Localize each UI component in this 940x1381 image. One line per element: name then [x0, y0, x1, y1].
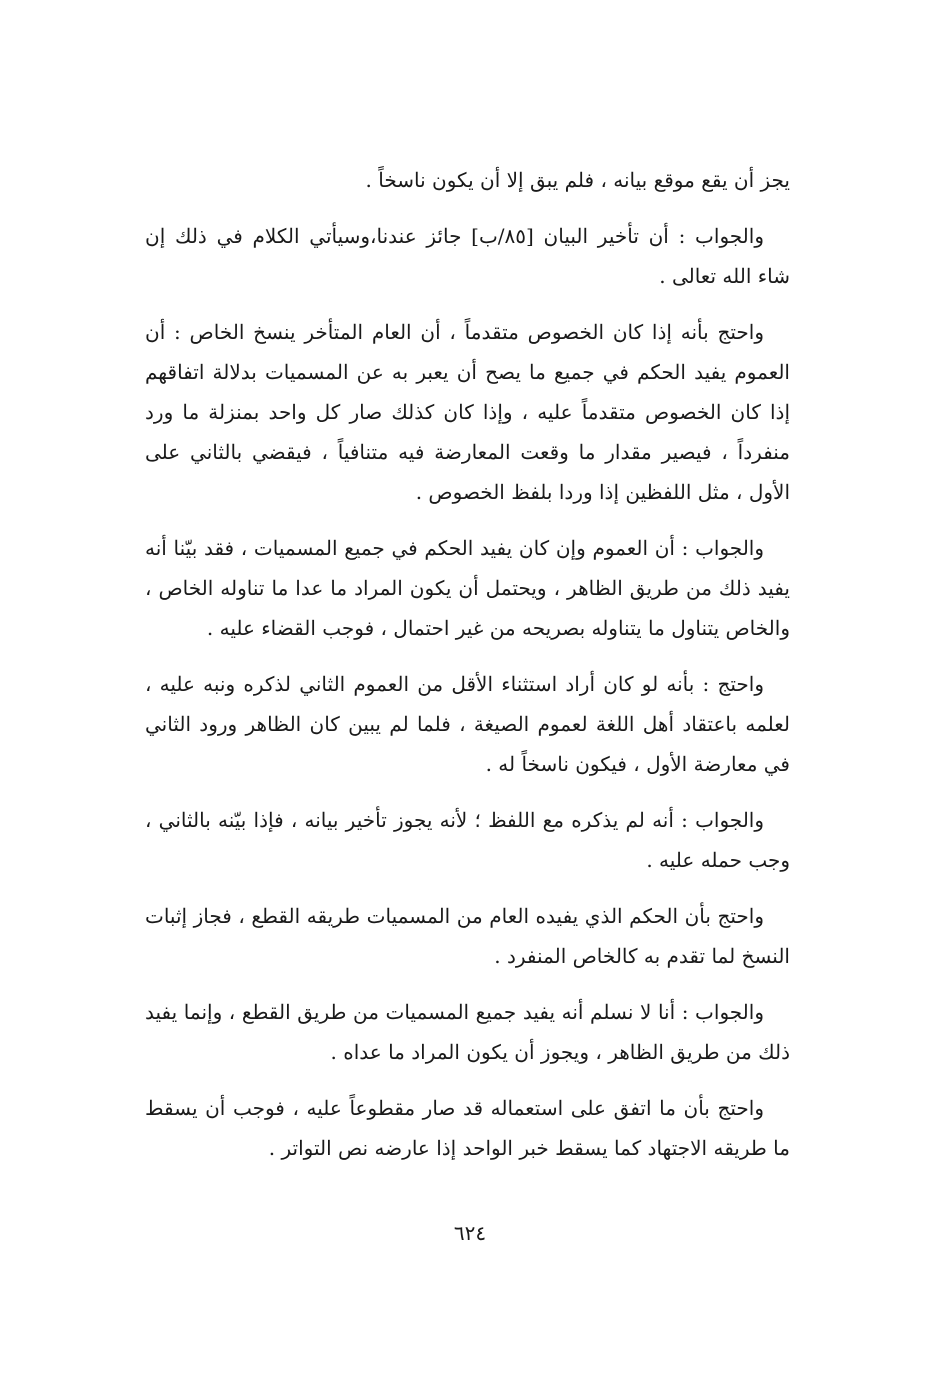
paragraph-8: والجواب : أنا لا نسلم أنه يفيد جميع المسميات من طريق القطع ، وإنما يفيد ذلك من طريق الظاهر ، ويجوز أن يكون المراد ما عداه . — [145, 1000, 790, 1064]
paragraph-4: والجواب : أن العموم وإن كان يفيد الحكم في جميع المسميات ، فقد بيّنا أنه يفيد ذلك من طريق الظاهر ، ويحتمل أن يكون المراد ما عدا ما تناوله الخاص ، والخاص يتناول ما يتناوله بصريحه من غير احتمال ، فوجب القضاء عليه . — [145, 536, 790, 640]
paragraph-7: واحتج بأن الحكم الذي يفيده العام من المسميات طريقه القطع ، فجاز إثبات النسخ لما تقدم به كالخاص المنفرد . — [145, 904, 790, 968]
body-text — [145, 160, 790, 1184]
paragraph-3: واحتج بأنه إذا كان الخصوص متقدماً ، أن العام المتأخر ينسخ الخاص : أن العموم يفيد الحكم في جميع ما يصح أن يعبر به عن المسميات بدلالة اتفاقهم إذا كان الخصوص متقدماً عليه ، وإذا كان كذلك صار كل واحد بمنزلة ما ورد منفرداً ، فيصير مقدار ما وقعت المعارضة فيه متنافياً ، فيقضي بالثاني على الأول ، مثل اللفظين إذا وردا بلفظ الخصوص . — [145, 320, 790, 504]
paragraph-5: واحتج : بأنه لو كان أراد استثناء الأقل من العموم الثاني لذكره ونبه عليه ، لعلمه باعتقاد أهل اللغة لعموم الصيغة ، فلما لم يبين كان الظاهر ورود الثاني في معارضة الأول ، فيكون ناسخاً له . — [145, 672, 790, 776]
paragraph-9: واحتج بأن ما اتفق على استعماله قد صار مقطوعاً عليه ، فوجب أن يسقط ما طريقه الاجتهاد كما يسقط خبر الواحد إذا عارضه نص التواتر . — [145, 1096, 790, 1160]
page-number: ٦٢٤ — [453, 1221, 487, 1245]
paragraph-2: والجواب : أن تأخير البيان [٨٥/ب] جائز عندنا،وسيأتي الكلام في ذلك إن شاء الله تعالى . — [145, 224, 790, 288]
paragraph-1: يجز أن يقع موقع بيانه ، فلم يبق إلا أن يكون ناسخاً . — [365, 168, 790, 192]
paragraph-6: والجواب : أنه لم يذكره مع اللفظ ؛ لأنه يجوز تأخير بيانه ، فإذا بيّنه بالثاني ، وجب حمله عليه . — [145, 808, 790, 872]
